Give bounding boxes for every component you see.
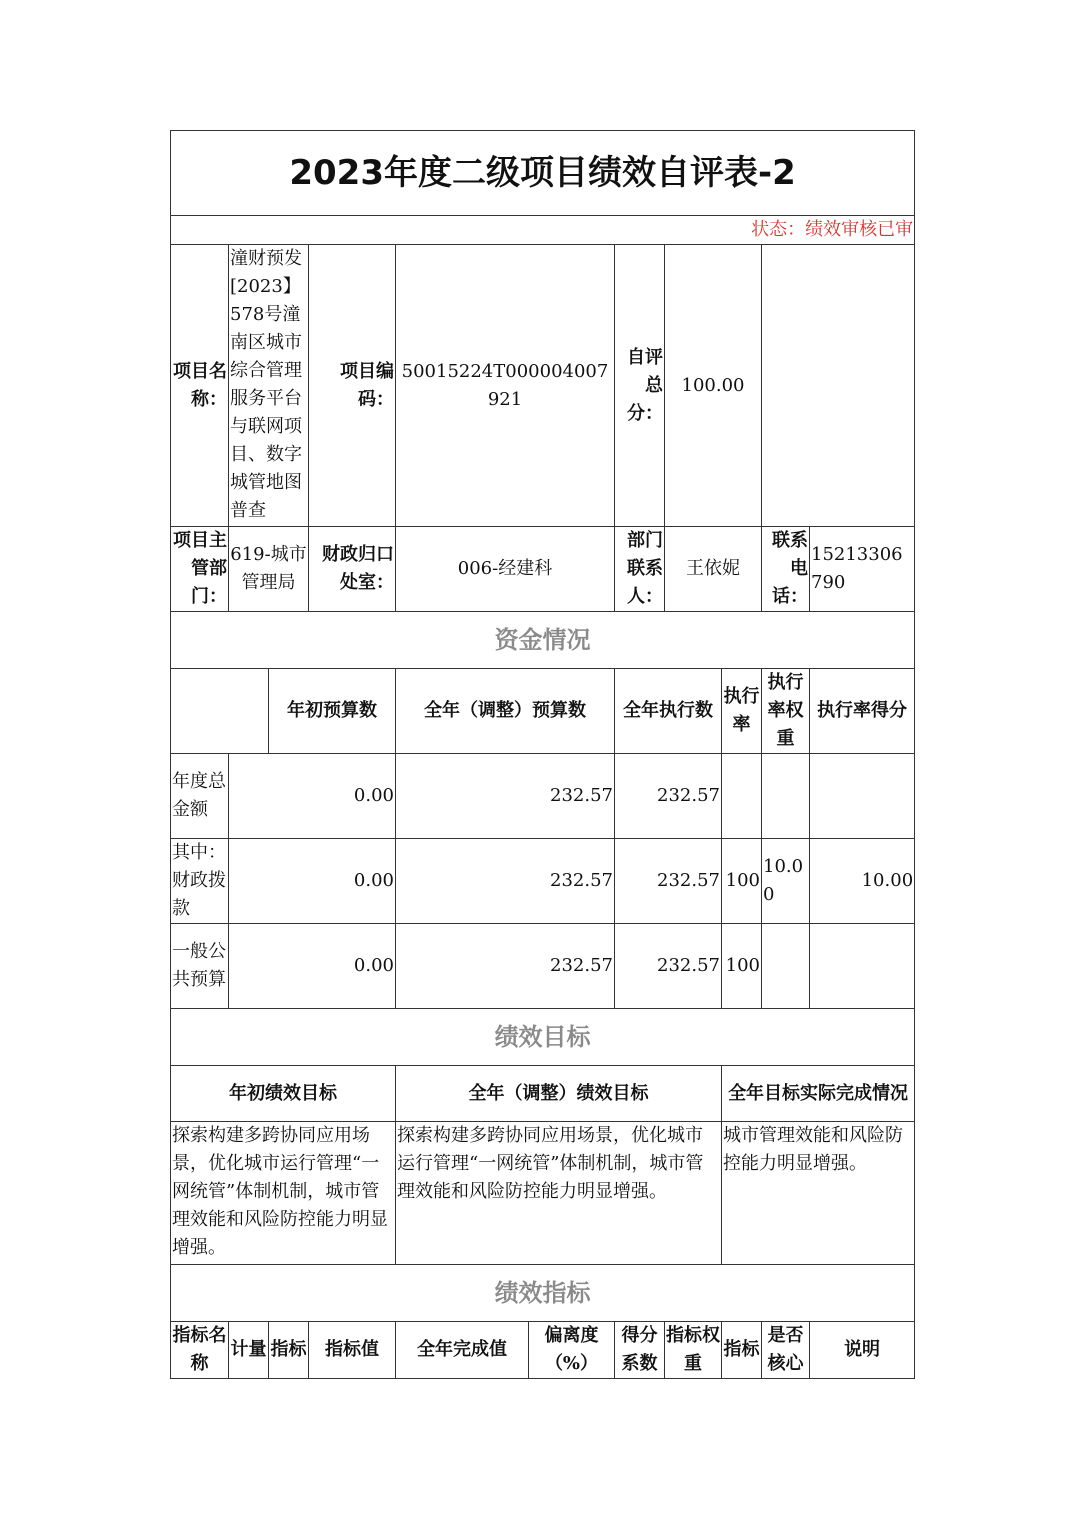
goals-header-adjusted: 全年（调整）绩效目标 bbox=[396, 1066, 722, 1122]
funds-header-rate: 执行率 bbox=[722, 669, 762, 754]
goals-actual: 城市管理效能和风险防控能力明显增强。 bbox=[722, 1122, 915, 1265]
funds-header-score: 执行率得分 bbox=[810, 669, 915, 754]
project-name-label: 项目名称： bbox=[171, 245, 229, 527]
self-score-label: 自评总分： bbox=[615, 245, 665, 527]
indicator-header-indicator-2: 指标 bbox=[722, 1322, 762, 1379]
table-row bbox=[171, 924, 915, 1009]
funds-weight bbox=[762, 754, 810, 839]
indicator-header-weight: 指标权重 bbox=[665, 1322, 722, 1379]
funds-adjusted: 232.57 bbox=[396, 754, 615, 839]
finance-office-label: 财政归口处室： bbox=[309, 527, 396, 612]
phone: 15213306790 bbox=[810, 527, 915, 612]
funds-executed: 232.57 bbox=[615, 839, 722, 924]
indicator-header-measure: 计量 bbox=[229, 1322, 269, 1379]
status-badge: 状态：绩效审核已审 bbox=[171, 216, 915, 245]
performance-table bbox=[170, 130, 915, 1379]
funds-initial: 0.00 bbox=[229, 924, 396, 1009]
indicator-header-name: 指标名称 bbox=[171, 1322, 229, 1379]
page-title: 2023年度二级项目绩效自评表-2 bbox=[171, 131, 915, 216]
funds-score bbox=[810, 754, 915, 839]
funds-score: 10.00 bbox=[810, 839, 915, 924]
funds-row-label: 年度总金额 bbox=[171, 754, 229, 839]
goals-header-initial: 年初绩效目标 bbox=[171, 1066, 396, 1122]
indicator-header-value: 指标值 bbox=[309, 1322, 396, 1379]
project-code-label: 项目编码： bbox=[309, 245, 396, 527]
funds-rate: 100 bbox=[722, 924, 762, 1009]
funds-adjusted: 232.57 bbox=[396, 839, 615, 924]
funds-rate bbox=[722, 754, 762, 839]
contact: 王依妮 bbox=[665, 527, 762, 612]
funds-adjusted: 232.57 bbox=[396, 924, 615, 1009]
self-score: 100.00 bbox=[665, 245, 762, 527]
funds-score bbox=[810, 924, 915, 1009]
funds-header-blank bbox=[171, 669, 269, 754]
funds-section-title: 资金情况 bbox=[171, 612, 915, 669]
funds-header-initial: 年初预算数 bbox=[269, 669, 396, 754]
funds-executed: 232.57 bbox=[615, 924, 722, 1009]
indicator-header-note: 说明 bbox=[810, 1322, 915, 1379]
funds-executed: 232.57 bbox=[615, 754, 722, 839]
indicator-header-coefficient: 得分系数 bbox=[615, 1322, 665, 1379]
dept: 619-城市管理局 bbox=[229, 527, 309, 612]
goals-initial: 探索构建多跨协同应用场景，优化城市运行管理“一网统管”体制机制，城市管理效能和风险防控能力明显增强。 bbox=[171, 1122, 396, 1265]
indicator-header-core: 是否核心 bbox=[762, 1322, 810, 1379]
indicators-section-title: 绩效指标 bbox=[171, 1265, 915, 1322]
dept-label: 项目主管部门： bbox=[171, 527, 229, 612]
funds-header-adjusted: 全年（调整）预算数 bbox=[396, 669, 615, 754]
project-code: 50015224T000004007921 bbox=[396, 245, 615, 527]
funds-rate: 100 bbox=[722, 839, 762, 924]
funds-row-label: 其中：财政拨款 bbox=[171, 839, 229, 924]
funds-initial: 0.00 bbox=[229, 754, 396, 839]
indicator-header-indicator: 指标 bbox=[269, 1322, 309, 1379]
table-row bbox=[171, 754, 915, 839]
funds-header-executed: 全年执行数 bbox=[615, 669, 722, 754]
goals-adjusted: 探索构建多跨协同应用场景，优化城市运行管理“一网统管”体制机制，城市管理效能和风险防控能力明显增强。 bbox=[396, 1122, 722, 1265]
goals-section-title: 绩效目标 bbox=[171, 1009, 915, 1066]
table-row bbox=[171, 839, 915, 924]
funds-initial: 0.00 bbox=[229, 839, 396, 924]
funds-header-weight: 执行率权重 bbox=[762, 669, 810, 754]
phone-label: 联系电话： bbox=[762, 527, 810, 612]
indicator-header-deviation: 偏离度（%） bbox=[529, 1322, 615, 1379]
funds-weight bbox=[762, 924, 810, 1009]
goals-header-actual: 全年目标实际完成情况 bbox=[722, 1066, 915, 1122]
funds-row-label: 一般公共预算 bbox=[171, 924, 229, 1009]
blank-cell bbox=[762, 245, 915, 527]
finance-office: 006-经建科 bbox=[396, 527, 615, 612]
project-name: 潼财预发[2023】578号潼南区城市综合管理服务平台与联网项目、数字城管地图普查 bbox=[229, 245, 309, 527]
indicator-header-completed: 全年完成值 bbox=[396, 1322, 529, 1379]
contact-label: 部门联系人： bbox=[615, 527, 665, 612]
funds-weight: 10.00 bbox=[762, 839, 810, 924]
